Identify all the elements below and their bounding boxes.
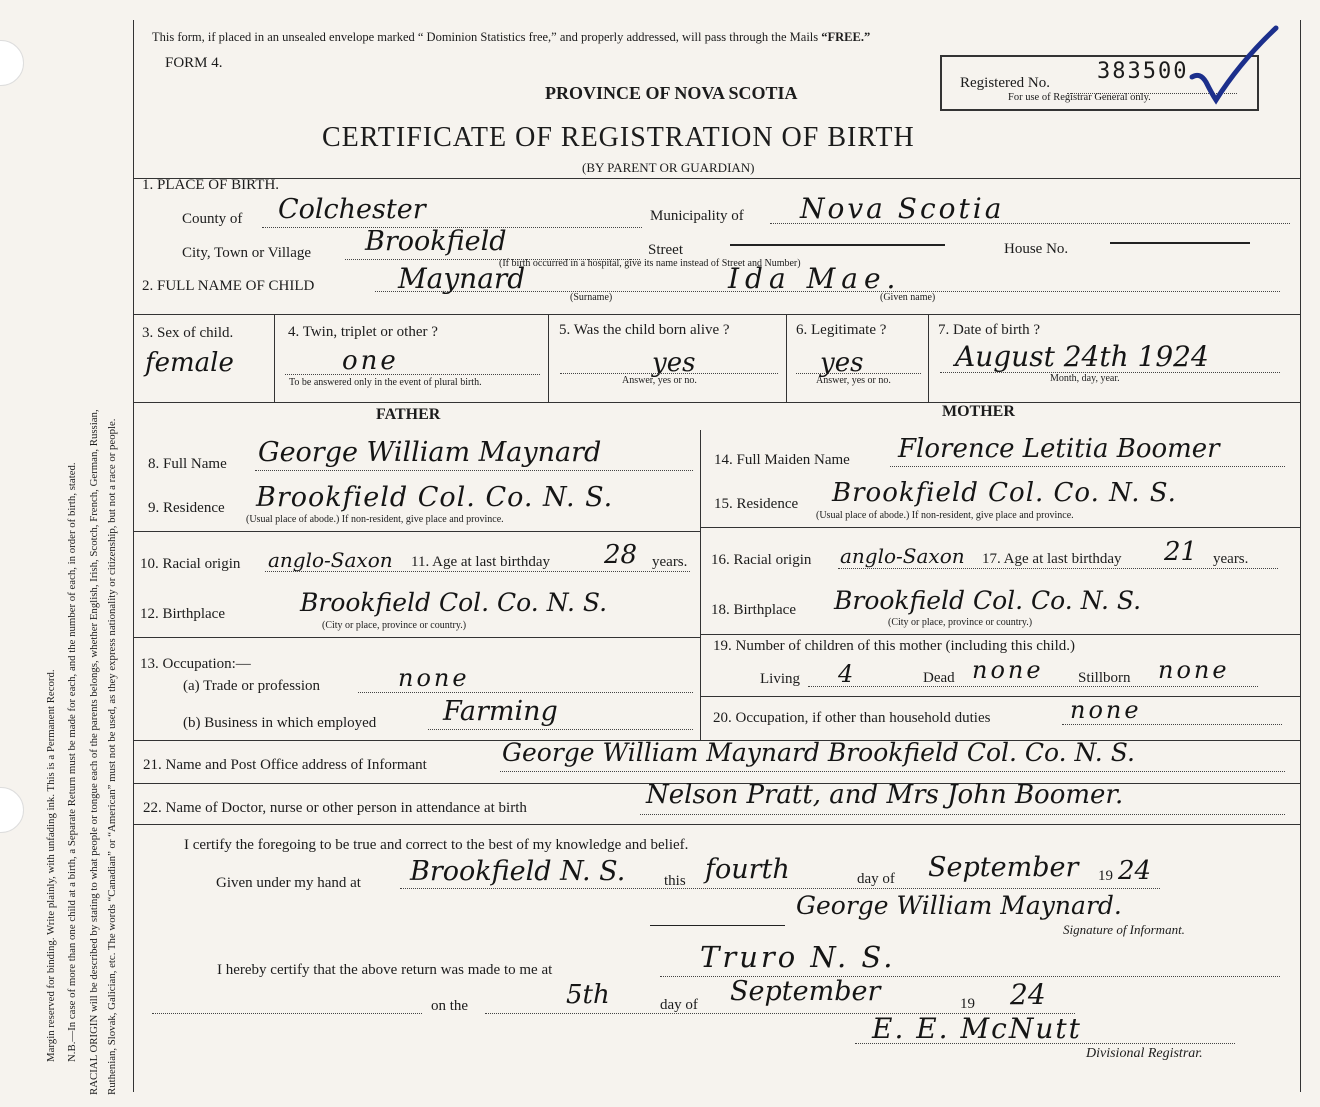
mother-bp-value: Brookfield Col. Co. N. S. — [834, 586, 1142, 615]
father-racial-label: 10. Racial origin — [140, 556, 241, 572]
mother-years-label: years. — [1213, 551, 1249, 567]
on-the-label: on the — [431, 998, 469, 1014]
mother-bp-label: 18. Birthplace — [711, 602, 796, 618]
mother-racial-label: 16. Racial origin — [711, 552, 812, 568]
informant-sig-line — [650, 925, 785, 926]
father-bp-caption: (City or place, province or country.) — [322, 620, 467, 631]
trade-dots — [358, 692, 693, 693]
trade-value: none — [398, 664, 470, 692]
divider-parents-top — [133, 402, 1300, 403]
certify-statement: I certify the foregoing to be true and correct to the best of my knowledge and belief. — [184, 837, 689, 853]
side-note-nb: N.B.—In case of more than one child at a birth, a Separate Return must be made for each, and the number of each, in order of birth, stated. — [66, 462, 78, 1062]
father-occ-label: 13. Occupation:— — [140, 656, 251, 672]
certify-day-value: fourth — [705, 854, 790, 885]
house-line — [1110, 242, 1250, 244]
informant-sig-caption: Signature of Informant. — [1063, 922, 1185, 937]
father-name-label: 8. Full Name — [148, 456, 227, 472]
child-name-dots — [375, 291, 1280, 292]
dob-label: 7. Date of birth ? — [938, 322, 1041, 338]
sex-label: 3. Sex of child. — [142, 325, 234, 341]
child-given-name: Ida Mae. — [728, 262, 902, 295]
mother-racial-value: anglo-Saxon — [840, 544, 965, 568]
legit-label: 6. Legitimate ? — [796, 322, 887, 338]
mother-divider-3 — [700, 696, 1300, 697]
page-title: CERTIFICATE OF REGISTRATION OF BIRTH — [322, 122, 915, 153]
father-age-label: 11. Age at last birthday — [411, 554, 550, 570]
dob-caption: Month, day, year. — [1050, 373, 1120, 384]
mother-racial-dots — [838, 568, 1278, 569]
county-value: Colchester — [278, 194, 426, 225]
surname-caption: (Surname) — [570, 292, 613, 303]
informant-signature: George William Maynard. — [796, 891, 1122, 920]
mother-age-value: 21 — [1164, 537, 1198, 567]
father-racial-value: anglo-Saxon — [268, 548, 393, 572]
divider-row3-top — [133, 314, 1300, 315]
place-of-birth-label: 1. PLACE OF BIRTH. — [142, 177, 280, 193]
mother-occ-label: 20. Occupation, if other than household duties — [713, 710, 991, 726]
mother-res-value: Brookfield Col. Co. N. S. — [832, 478, 1177, 508]
twin-label: 4. Twin, triplet or other ? — [288, 324, 438, 340]
dead-label: Dead — [923, 670, 955, 686]
registrar-statement: I hereby certify that the above return was made to me at — [217, 962, 553, 978]
attendant-value: Nelson Pratt, and Mrs John Boomer. — [646, 780, 1124, 810]
side-note-margin: Margin reserved for binding. Write plainly, with unfading ink. This is a Permanent Record. — [45, 669, 57, 1062]
form-left-border — [133, 20, 134, 1092]
mother-divider-2 — [700, 634, 1300, 635]
registrar-day-label: day of — [660, 997, 698, 1013]
registrar-year-value: 24 — [1010, 978, 1046, 1011]
row3-sep-3 — [786, 314, 787, 402]
mail-note-text: This form, if placed in an unsealed envelope marked “ Dominion Statistics free,” and properly addressed, will pass through the Mails — [152, 30, 819, 44]
children-dots — [808, 686, 1258, 687]
certify-year-value: 24 — [1118, 856, 1152, 886]
attendant-label: 22. Name of Doctor, nurse or other person in attendance at birth — [143, 800, 527, 816]
row3-sep-2 — [548, 314, 549, 402]
mother-age-label: 17. Age at last birthday — [982, 551, 1122, 567]
father-heading: FATHER — [376, 406, 441, 423]
legit-value: yes — [820, 348, 864, 378]
city-value: Brookfield — [365, 226, 507, 257]
legit-caption: Answer, yes or no. — [816, 375, 891, 386]
informant-value: George William Maynard Brookfield Col. Co. N. S. — [502, 738, 1135, 767]
house-label: House No. — [1004, 241, 1069, 257]
registrar-use-note: For use of Registrar General only. — [1008, 92, 1151, 103]
registered-label: Registered No. — [960, 75, 1050, 91]
father-age-value: 28 — [604, 540, 638, 570]
legit-dots — [796, 373, 921, 374]
divider-top — [133, 178, 1300, 179]
certify-month-value: September — [928, 852, 1079, 883]
side-note-racial-2: Ruthenian, Slovak, Galician, etc. The words “Canadian” or “American” must not be used, as they express nationality or citizenship, but not a race or people. — [106, 418, 118, 1095]
twin-dots — [285, 374, 540, 375]
mother-occ-dots — [1062, 724, 1282, 725]
living-label: Living — [760, 671, 800, 687]
checkmark-icon — [1188, 22, 1283, 117]
municipality-dots — [770, 223, 1290, 224]
registrar-signature: E. E. McNutt — [872, 1012, 1082, 1045]
child-surname: Maynard — [398, 262, 526, 295]
twin-caption: To be answered only in the event of plural birth. — [289, 377, 482, 388]
mother-name-value: Florence Letitia Boomer — [898, 434, 1220, 464]
mail-note-free: “FREE.” — [821, 30, 871, 44]
mother-bp-caption: (City or place, province or country.) — [888, 617, 1033, 628]
this-label: this — [664, 873, 686, 889]
living-value: 4 — [838, 660, 854, 688]
father-name-dots — [255, 470, 693, 471]
twin-value: one — [342, 346, 399, 376]
child-name-label: 2. FULL NAME OF CHILD — [142, 278, 315, 294]
page-subtitle: (BY PARENT OR GUARDIAN) — [582, 160, 755, 175]
business-label: (b) Business in which employed — [183, 715, 377, 731]
mother-occ-value: none — [1070, 696, 1142, 724]
registrar-day-value: 5th — [566, 980, 610, 1010]
mail-note — [152, 30, 870, 45]
certify-dots — [400, 888, 1160, 889]
divider-certify-top — [133, 824, 1300, 825]
row3-sep-1 — [274, 314, 275, 402]
attendant-dots — [640, 814, 1285, 815]
father-bp-value: Brookfield Col. Co. N. S. — [300, 588, 608, 617]
informant-label: 21. Name and Post Office address of Informant — [143, 757, 427, 773]
alive-label: 5. Was the child born alive ? — [559, 322, 730, 338]
registrar-on-dots-left — [152, 1013, 422, 1014]
sex-value: female — [145, 348, 234, 378]
alive-dots — [560, 373, 778, 374]
parents-center-divider — [700, 430, 701, 740]
children-label: 19. Number of children of this mother (including this child.) — [713, 638, 1076, 654]
mother-res-caption: (Usual place of abode.) If non-resident, give place and province. — [816, 510, 1074, 521]
certify-year-prefix: 19 — [1098, 868, 1113, 884]
father-divider-1 — [133, 531, 700, 532]
father-bp-label: 12. Birthplace — [140, 606, 225, 622]
dob-value: August 24th 1924 — [955, 340, 1209, 373]
street-line — [730, 244, 945, 246]
form-number: FORM 4. — [165, 55, 223, 71]
stillborn-label: Stillborn — [1078, 670, 1131, 686]
registered-number: 383500 — [1097, 59, 1189, 84]
father-divider-2 — [133, 637, 700, 638]
hospital-note: (If birth occurred in a hospital, give its name instead of Street and Number) — [499, 258, 801, 269]
registrar-month-value: September — [730, 976, 881, 1007]
dead-value: none — [972, 656, 1044, 684]
municipality-value: Nova Scotia — [800, 192, 1005, 225]
punch-hole-bottom — [0, 787, 24, 833]
row3-sep-4 — [928, 314, 929, 402]
father-name-value: George William Maynard — [258, 437, 602, 468]
registrar-sig-dots — [855, 1043, 1235, 1044]
father-res-label: 9. Residence — [148, 500, 225, 516]
business-value: Farming — [443, 696, 558, 727]
given-caption: (Given name) — [880, 292, 936, 303]
certify-day-label: day of — [857, 871, 895, 887]
father-racial-dots — [265, 571, 690, 572]
given-place-value: Brookfield N. S. — [410, 856, 626, 887]
informant-dots — [500, 771, 1285, 772]
municipality-label: Municipality of — [650, 208, 744, 224]
alive-value: yes — [652, 348, 696, 378]
registrar-year-prefix: 19 — [960, 996, 975, 1012]
registrar-caption: Divisional Registrar. — [1086, 1046, 1203, 1061]
county-label: County of — [182, 211, 243, 227]
given-under-label: Given under my hand at — [216, 875, 361, 891]
mother-heading: MOTHER — [942, 403, 1015, 420]
father-res-value: Brookfield Col. Co. N. S. — [256, 482, 614, 513]
street-label: Street — [648, 242, 683, 258]
registrar-place-value: Truro N. S. — [700, 940, 896, 974]
side-note-racial-1: RACIAL ORIGIN will be described by stating to what people or tongue each of the parents belongs, whether English, Irish, Scotch, French, German, Russian, — [88, 409, 100, 1095]
city-label: City, Town or Village — [182, 245, 312, 261]
punch-hole-top — [0, 40, 24, 86]
father-res-caption: (Usual place of abode.) If non-resident, give place and province. — [246, 514, 504, 525]
father-years-label: years. — [652, 554, 688, 570]
mother-name-label: 14. Full Maiden Name — [714, 452, 850, 468]
mother-name-dots — [890, 466, 1285, 467]
form-right-border — [1300, 20, 1301, 1092]
stillborn-value: none — [1158, 656, 1230, 684]
trade-label: (a) Trade or profession — [183, 678, 321, 694]
alive-caption: Answer, yes or no. — [622, 375, 697, 386]
mother-divider-1 — [700, 527, 1300, 528]
mother-res-label: 15. Residence — [714, 496, 799, 512]
business-dots — [428, 729, 693, 730]
province-heading: PROVINCE OF NOVA SCOTIA — [545, 83, 798, 103]
